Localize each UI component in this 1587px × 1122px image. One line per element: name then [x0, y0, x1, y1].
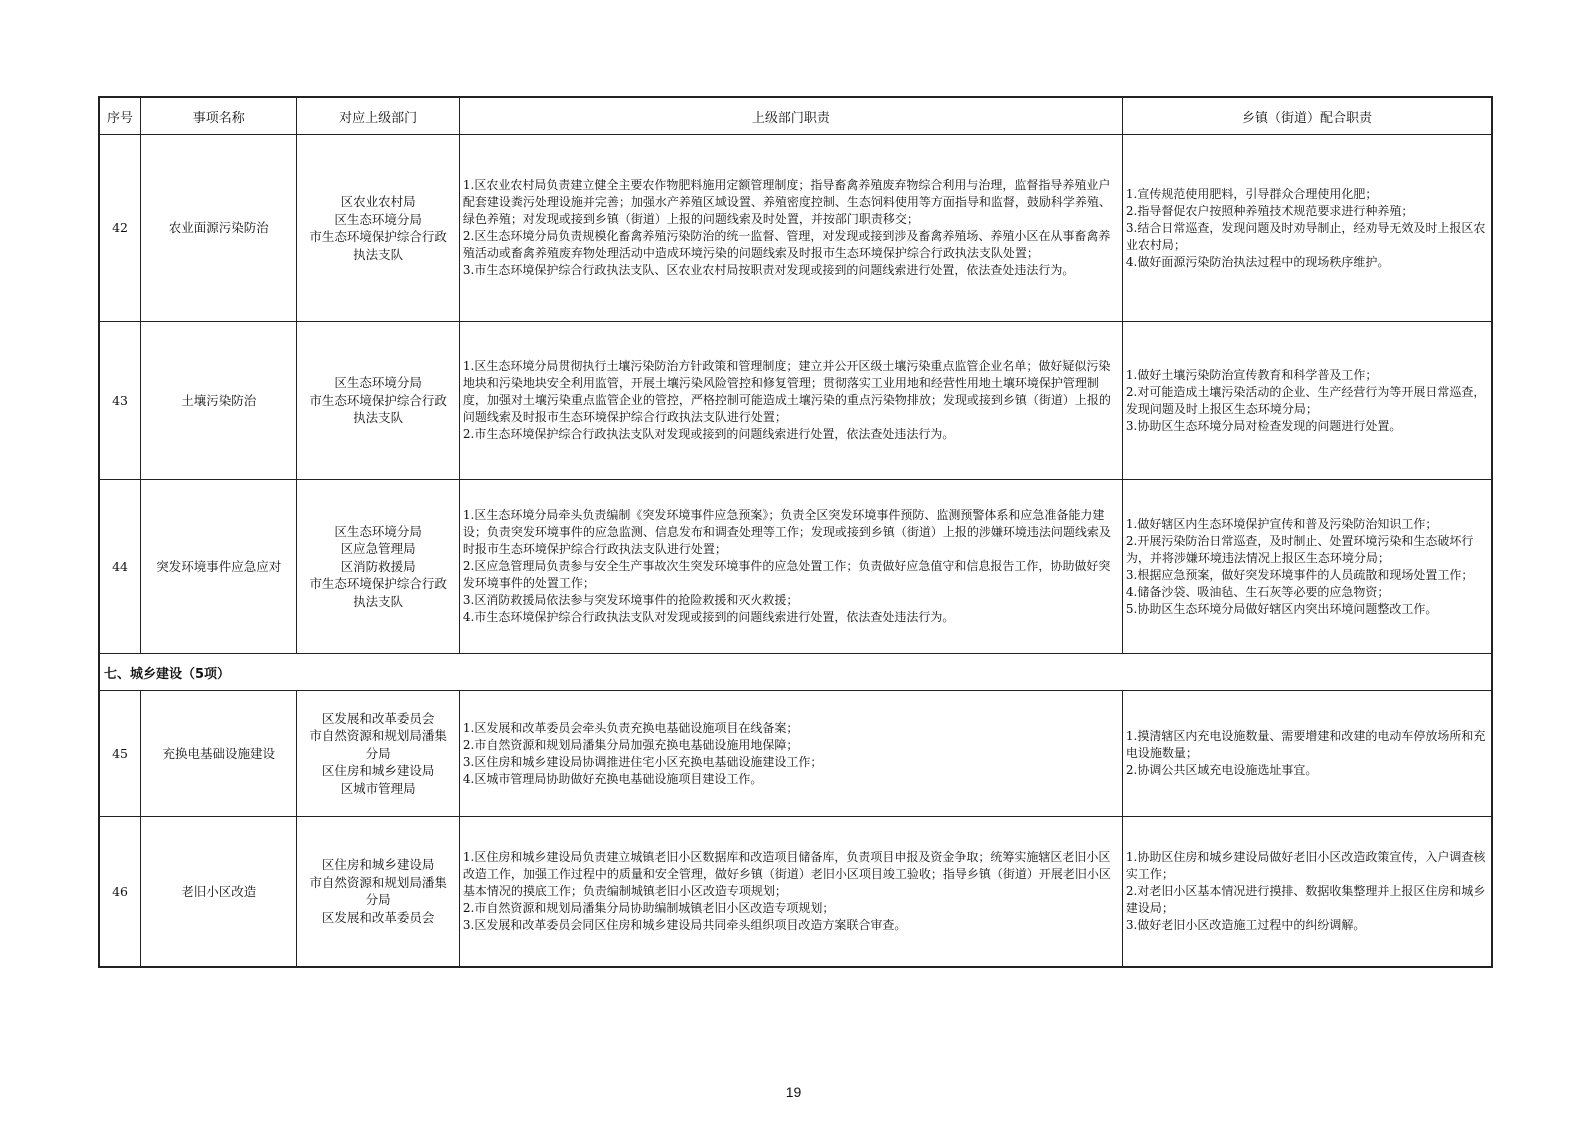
row-cooperation — [1122, 817, 1492, 967]
dept-line: 区消防救援局 — [340, 558, 416, 574]
header-dept: 对应上级部门 — [297, 97, 459, 135]
row-item-name: 农业面源污染防治 — [141, 135, 297, 322]
table-row — [99, 691, 1492, 817]
cooperation-item: 2.对老旧小区基本情况进行摸排、数据收集整理并上报区住房和城乡建设局； — [1125, 883, 1486, 915]
dept-line: 区生态环境分局 — [334, 375, 422, 391]
responsibility-item: 4.区城市管理局协助做好充换电基础设施项目建设工作。 — [462, 771, 763, 786]
responsibility-item: 2.区应急管理局负责参与安全生产事故次生突发环境事件的应急处置工作；负责做好应急值守和信息报告工作，协助做好突发环境事件的处置工作； — [462, 559, 1111, 590]
row-cooperation — [1122, 480, 1492, 654]
dept-line: 执法支队 — [353, 246, 404, 262]
dept-line: 区发展和改革委员会 — [321, 710, 435, 726]
row-responsibility — [459, 322, 1122, 480]
cooperation-item: 1.宣传规范使用肥料，引导群众合理使用化肥； — [1125, 186, 1378, 201]
cooperation-item: 2.指导督促农户按照种养殖技术规范要求进行种养殖； — [1125, 203, 1414, 218]
responsibility-item: 2.市生态环境保护综合行政执法支队对发现或接到的问题线索进行处置，依法查处违法行为。 — [462, 427, 955, 441]
row-responsibility — [459, 691, 1122, 817]
row-seq: 46 — [99, 817, 141, 967]
dept-line: 市生态环境保护综合行政 — [309, 392, 447, 408]
dept-line: 区住房和城乡建设局 — [321, 763, 435, 779]
row-responsibility — [459, 135, 1122, 322]
row-depts — [297, 691, 459, 817]
cooperation-item: 3.做好老旧小区改造施工过程中的纠纷调解。 — [1125, 917, 1366, 932]
cooperation-item: 2.对可能造成土壤污染活动的企业、生产经营行为等开展日常巡查，发现问题及时上报区生态环境分局； — [1125, 384, 1486, 416]
responsibility-item: 1.区生态环境分局贯彻执行土壤污染防治方针政策和管理制度；建立并公开区级土壤污染重点监管企业名单；做好疑似污染地块和污染地块安全利用监管，开展土壤污染风险管控和修复管理；贯彻落实工业用地和经营性用地土壤环境保护管理制度，加强对土壤污染重点监管企业的管控，严格控制可能造成土壤污染的重点污染物排放；发现或接到乡镇（街道）上报的问题线索及时报市生态环境保护综合行政执法支队进行处置； — [462, 359, 1111, 424]
cooperation-item: 1.做好土壤污染防治宣传教育和科学普及工作； — [1125, 367, 1378, 382]
dept-line: 区生态环境分局 — [334, 523, 422, 539]
header-cooperation: 乡镇（街道）配合职责 — [1122, 97, 1492, 135]
table-row — [99, 480, 1492, 654]
header-item-name: 事项名称 — [141, 97, 297, 135]
responsibility-item: 2.市自然资源和规划局潘集分局加强充换电基础设施用地保障； — [462, 737, 799, 752]
cooperation-item: 1.协助区住房和城乡建设局做好老旧小区改造政策宣传，入户调查核实工作； — [1125, 849, 1486, 881]
responsibility-item: 1.区农业农村局负责建立健全主要农作物肥料施用定额管理制度；指导畜禽养殖废弃物综合利用与治理，监督指导养殖业户配套建设粪污处理设施并完善；加强水产养殖区域设置、养殖密度控制、生态饲料使用等方面指导和监督，鼓励科学养殖、绿色养殖；对发现或接到乡镇（街道）上报的问题线索及时处置，并按部门职责移交； — [462, 178, 1111, 226]
cooperation-item: 2.开展污染防治日常巡查，及时制止、处置环境污染和生态破坏行为，并将涉嫌环境违法情况上报区生态环境分局； — [1125, 533, 1474, 565]
row-responsibility — [459, 480, 1122, 654]
cooperation-item: 5.协助区生态环境分局做好辖区内突出环境问题整改工作。 — [1125, 601, 1438, 616]
table-header-row — [99, 97, 1492, 135]
row-item-name: 突发环境事件应急应对 — [141, 480, 297, 654]
table-row — [99, 135, 1492, 322]
dept-line: 市生态环境保护综合行政 — [309, 576, 447, 592]
row-seq: 45 — [99, 691, 141, 817]
responsibility-item: 4.市生态环境保护综合行政执法支队对发现或接到的问题线索进行处置，依法查处违法行为。 — [462, 610, 955, 624]
dept-line: 市自然资源和规划局潘集 — [309, 874, 447, 890]
responsibility-item: 3.区消防救援局依法参与突发环境事件的抢险救援和灭火救援； — [462, 593, 799, 607]
responsibility-item: 1.区发展和改革委员会牵头负责充换电基础设施项目在线备案； — [462, 720, 799, 735]
dept-line: 区应急管理局 — [340, 541, 416, 557]
row-seq: 44 — [99, 480, 141, 654]
dept-line: 区生态环境分局 — [334, 211, 422, 227]
table-row — [99, 322, 1492, 480]
row-depts — [297, 322, 459, 480]
header-responsibility: 上级部门职责 — [459, 97, 1122, 135]
dept-line: 分局 — [365, 745, 391, 761]
dept-line: 市生态环境保护综合行政 — [309, 229, 447, 244]
row-cooperation — [1122, 135, 1492, 322]
table-row — [99, 817, 1492, 967]
dept-line: 区住房和城乡建设局 — [321, 857, 435, 873]
responsibility-item: 2.区生态环境分局负责规模化畜禽养殖污染防治的统一监督、管理，对发现或接到涉及畜禽养殖场、养殖小区在从事畜禽养殖活动或畜禽养殖废弃物处理活动中造成环境污染的问题线索及时报市生态环境保护综合行政执法支队处置； — [462, 229, 1111, 260]
responsibility-item: 3.区发展和改革委员会同区住房和城乡建设局共同牵头组织项目改造方案联合审查。 — [462, 917, 907, 932]
dept-line: 市自然资源和规划局潘集 — [309, 728, 447, 744]
dept-line: 区发展和改革委员会 — [321, 909, 435, 925]
section-title: 七、城乡建设（5项） — [99, 654, 1492, 691]
dept-line: 执法支队 — [353, 593, 404, 609]
page-number: 19 — [785, 1084, 802, 1100]
dept-line: 分局 — [365, 892, 391, 908]
row-cooperation — [1122, 691, 1492, 817]
row-depts — [297, 817, 459, 967]
cooperation-item: 4.储备沙袋、吸油毡、生石灰等必要的应急物资； — [1125, 584, 1390, 599]
table-section — [99, 654, 1492, 691]
cooperation-item: 1.摸清辖区内充电设施数量、需要增建和改建的电动车停放场所和充电设施数量； — [1125, 729, 1486, 760]
responsibility-item: 3.区住房和城乡建设局协调推进住宅小区充换电基础设施建设工作； — [462, 754, 823, 769]
row-responsibility — [459, 817, 1122, 967]
cooperation-item: 3.结合日常巡查，发现问题及时劝导制止，经劝导无效及时上报区农业农村局； — [1125, 220, 1486, 252]
row-seq: 42 — [99, 135, 141, 322]
section-row — [99, 654, 1492, 691]
row-depts — [297, 480, 459, 654]
table-body-before-section — [99, 135, 1492, 654]
cooperation-item: 4.做好面源污染防治执法过程中的现场秩序维护。 — [1125, 254, 1390, 269]
row-item-name: 充换电基础设施建设 — [141, 691, 297, 817]
row-seq: 43 — [99, 322, 141, 480]
row-item-name: 土壤污染防治 — [141, 322, 297, 480]
responsibility-item: 1.区生态环境分局牵头负责编制《突发环境事件应急预案》；负责全区突发环境事件预防、监测预警体系和应急准备能力建设；负责突发环境事件的应急监测、信息发布和调查处理等工作；发现或接到乡镇（街道）上报的涉嫌环境违法问题线索及时报市生态环境保护综合行政执法支队进行处置； — [462, 508, 1111, 556]
cooperation-item: 3.根据应急预案，做好突发环境事件的人员疏散和现场处置工作； — [1125, 567, 1474, 582]
responsibility-table — [98, 96, 1493, 968]
header-seq: 序号 — [99, 97, 141, 135]
row-cooperation — [1122, 322, 1492, 480]
cooperation-item: 2.协调公共区域充电设施选址事宜。 — [1125, 763, 1318, 777]
dept-line: 区农业农村局 — [340, 194, 416, 209]
row-item-name: 老旧小区改造 — [141, 817, 297, 967]
table-body-after-section — [99, 691, 1492, 967]
row-depts — [297, 135, 459, 322]
responsibility-item: 1.区住房和城乡建设局负责建立城镇老旧小区数据库和改造项目储备库，负责项目申报及资金争取；统筹实施辖区老旧小区改造工作，加强工作过程中的质量和安全管理，做好乡镇（街道）老旧小区项目竣工验收；指导乡镇（街道）开展老旧小区基本情况的摸底工作；负责编制城镇老旧小区改造专项规划； — [462, 849, 1111, 898]
cooperation-item: 1.做好辖区内生态环境保护宣传和普及污染防治知识工作； — [1125, 516, 1438, 531]
dept-line: 执法支队 — [353, 410, 404, 426]
responsibility-item: 3.市生态环境保护综合行政执法支队、区农业农村局按职责对发现或接到的问题线索进行处置，依法查处违法行为。 — [462, 263, 1075, 277]
responsibility-item: 2.市自然资源和规划局潘集分局协助编制城镇老旧小区改造专项规划； — [462, 900, 835, 915]
cooperation-item: 3.协助区生态环境分局对检查发现的问题进行处置。 — [1125, 418, 1402, 433]
dept-line: 区城市管理局 — [340, 780, 416, 796]
